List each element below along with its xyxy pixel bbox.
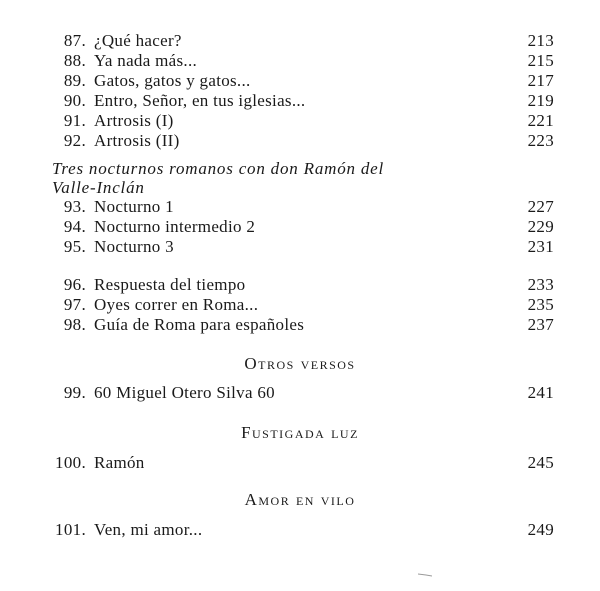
entry-title: 60 Miguel Otero Silva 60	[94, 383, 275, 402]
section-heading-fustigada-luz: Fustigada luz	[241, 423, 359, 442]
entry-number: 99.	[63, 383, 86, 402]
entry-number: 89.	[63, 71, 86, 90]
entry-number: 90.	[63, 91, 86, 110]
entry-title: Oyes correr en Roma...	[94, 295, 259, 314]
entry-page: 229	[527, 217, 554, 236]
section-heading-amor-en-vilo: Amor en vilo	[244, 490, 356, 509]
entry-number: 95.	[63, 237, 86, 256]
entry-page: 233	[527, 275, 554, 294]
entry-page: 245	[527, 453, 554, 472]
entry-number: 87.	[63, 31, 86, 50]
entry-title: Ven, mi amor...	[94, 520, 203, 539]
toc-entry-100	[0, 453, 600, 473]
entry-page: 217	[527, 71, 554, 90]
entry-page: 223	[527, 131, 554, 150]
entry-page: 249	[527, 520, 554, 539]
entry-title: Nocturno 1	[94, 197, 174, 216]
entry-page: 219	[527, 91, 554, 110]
toc-entry-101	[0, 520, 600, 540]
entry-title: Entro, Señor, en tus iglesias...	[94, 91, 306, 110]
entry-page: 235	[527, 295, 554, 314]
entry-number: 88.	[63, 51, 86, 70]
entry-title: Nocturno 3	[94, 237, 174, 256]
toc-entry-99	[0, 383, 600, 403]
entry-number: 92.	[63, 131, 86, 150]
entry-number: 97.	[63, 295, 86, 314]
toc-entry-97	[0, 295, 600, 315]
entry-title: Guía de Roma para españoles	[94, 315, 305, 334]
toc-entry-98	[0, 315, 600, 335]
section-heading-otros-versos: Otros versos	[244, 354, 356, 373]
entry-title: Respuesta del tiempo	[94, 275, 246, 294]
entry-title: Artrosis (I)	[94, 111, 174, 130]
entry-number: 96.	[63, 275, 86, 294]
toc-entry-88	[0, 51, 600, 71]
nocturnos-heading-line1: Tres nocturnos romanos con don Ramón del	[52, 159, 385, 178]
toc-entry-94	[0, 217, 600, 237]
entry-page: 215	[527, 51, 554, 70]
entry-page: 241	[527, 383, 554, 402]
entry-number: 101.	[55, 520, 86, 539]
entry-title: Gatos, gatos y gatos...	[94, 71, 251, 90]
entry-title: Nocturno intermedio 2	[94, 217, 256, 236]
toc-entry-93	[0, 197, 600, 217]
toc-entry-92	[0, 131, 600, 151]
toc-entry-87	[0, 31, 600, 51]
entry-page: 227	[527, 197, 554, 216]
entry-number: 98.	[63, 315, 86, 334]
entry-page: 213	[527, 31, 554, 50]
entry-title: Ramón	[94, 453, 145, 472]
toc-entry-89	[0, 71, 600, 91]
entry-number: 93.	[63, 197, 86, 216]
toc-entry-90	[0, 91, 600, 111]
entry-title: ¿Qué hacer?	[94, 31, 182, 50]
print-smudge-mark	[418, 573, 432, 577]
toc-entry-95	[0, 237, 600, 257]
entry-number: 91.	[63, 111, 86, 130]
entry-page: 231	[527, 237, 554, 256]
nocturnos-heading-line2: Valle-Inclán	[52, 178, 145, 197]
entry-page: 221	[527, 111, 554, 130]
entry-title: Artrosis (II)	[94, 131, 180, 150]
toc-entry-91	[0, 111, 600, 131]
entry-number: 94.	[63, 217, 86, 236]
entry-page: 237	[527, 315, 554, 334]
entry-title: Ya nada más...	[94, 51, 198, 70]
toc-entry-96	[0, 275, 600, 295]
entry-number: 100.	[55, 453, 86, 472]
